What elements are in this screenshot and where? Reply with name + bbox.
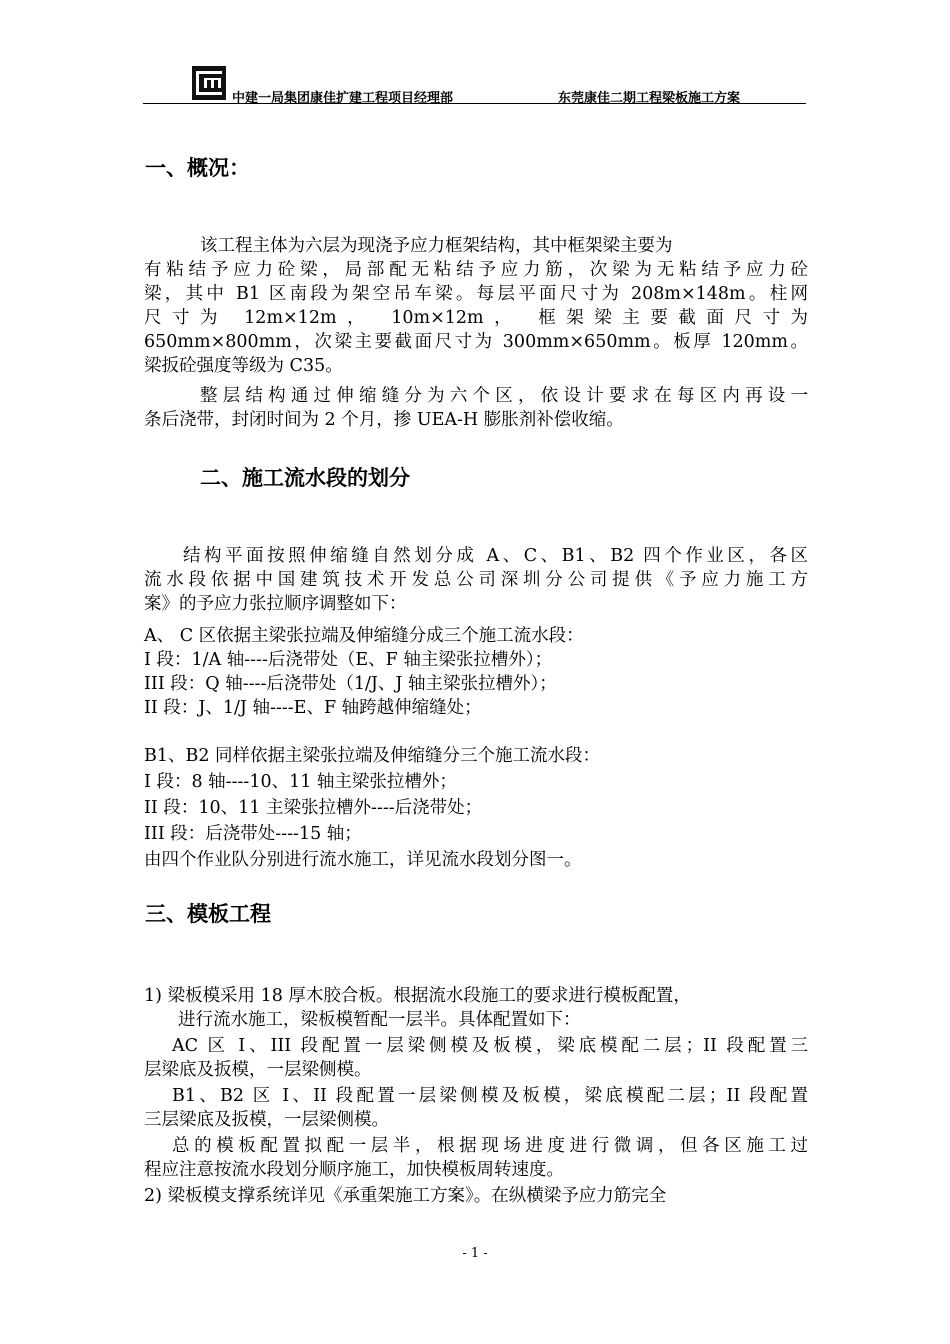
paragraph-line: 条后浇带，封闭时间为 2 个月，掺 UEA-H 膨胀剂补偿收缩。	[144, 410, 624, 430]
list-item: 2) 梁板模支撑系统详见《承重架施工方案》。在纵横梁予应力筋完全	[144, 1186, 667, 1206]
list-item-continuation: 进行流水施工，梁板模暂配一层半。具体配置如下：	[178, 1010, 581, 1030]
list-item: 1) 梁板模采用 18 厚木胶合板。根据流水段施工的要求进行模板配置，	[144, 986, 691, 1006]
paragraph-line: 程应注意按流水段划分顺序施工，加快模板周转速度。	[144, 1160, 564, 1180]
paragraph-line: AC 区 I、III 段配置一层梁侧模及板模，梁底模配二层；II 段配置三	[172, 1036, 808, 1056]
paragraph-line: 总的模板配置拟配一层半，根据现场进度进行微调，但各区施工过	[172, 1136, 808, 1156]
page-number: - 1 -	[462, 1246, 488, 1261]
paragraph-line: 层梁底及扳模，一层梁侧模。	[144, 1060, 372, 1080]
paragraph-line: B1、B2 同样依据主梁张拉端及伸缩缝分三个施工流水段：	[144, 746, 601, 766]
paragraph-line: 流水段依据中国建筑技术开发总公司深圳分公司提供《予应力施工方	[144, 570, 808, 590]
paragraph-line: 梁，其中 B1 区南段为架空吊车梁。每层平面尺寸为 208m×148m。柱网	[144, 284, 808, 304]
section-heading-flow-segments: 二、施工流水段的划分	[200, 466, 410, 490]
paragraph-line: 结构平面按照伸缩缝自然划分成 A、C、B1、B2 四个作业区，各区	[183, 546, 808, 566]
paragraph-line: III 段：Q 轴----后浇带处（1/J、J 轴主梁张拉槽外）；	[144, 674, 557, 694]
page-header	[143, 66, 806, 104]
paragraph-line: II 段：J、1/J 轴----E、F 轴跨越伸缩缝处；	[144, 698, 482, 718]
header-divider	[143, 103, 806, 104]
paragraph-line: 有粘结予应力砼梁，局部配无粘结予应力筋，次梁为无粘结予应力砼	[144, 260, 808, 280]
paragraph-line: 梁扳砼强度等级为 C35。	[144, 356, 343, 376]
header-company: 中建一局集团康佳扩建工程项目经理部	[232, 91, 454, 106]
section-heading-overview: 一、概况：	[145, 156, 250, 180]
paragraph-line: 650mm×800mm，次梁主要截面尺寸为 300mm×650mm。板厚 120mm。	[144, 332, 808, 352]
paragraph-line: 三层梁底及扳模，一层梁侧模。	[144, 1110, 389, 1130]
paragraph-line: 由四个作业队分别进行流水施工，详见流水段划分图一。	[144, 850, 582, 870]
paragraph-line: I 段：1/A 轴----后浇带处（E、F 轴主梁张拉槽外）；	[144, 650, 553, 670]
paragraph-line: I 段：8 轴----10、11 轴主梁张拉槽外；	[144, 772, 457, 792]
paragraph-line: II 段：10、11 主梁张拉槽外----后浇带处；	[144, 798, 483, 818]
header-document-title: 东莞康佳二期工程梁板施工方案	[558, 91, 741, 106]
section-heading-formwork: 三、模板工程	[145, 902, 271, 926]
paragraph-line: 整层结构通过伸缩缝分为六个区，依设计要求在每区内再设一	[200, 386, 808, 406]
paragraph-line: 该工程主体为六层为现浇予应力框架结构，其中框架梁主要为	[200, 236, 673, 256]
paragraph-line: III 段：后浇带处----15 轴；	[144, 824, 362, 844]
paragraph-line: A、 C 区依据主梁张拉端及伸缩缝分成三个施工流水段：	[144, 626, 584, 646]
paragraph-line: 尺寸为 12m×12m， 10m×12m， 框架梁主要截面尺寸为	[144, 308, 808, 328]
cscec-logo	[192, 66, 226, 100]
paragraph-line: 案》的予应力张拉顺序调整如下：	[144, 594, 407, 614]
paragraph-line: B1、B2 区 I、II 段配置一层梁侧模及板模，梁底模配二层；II 段配置	[172, 1086, 808, 1106]
